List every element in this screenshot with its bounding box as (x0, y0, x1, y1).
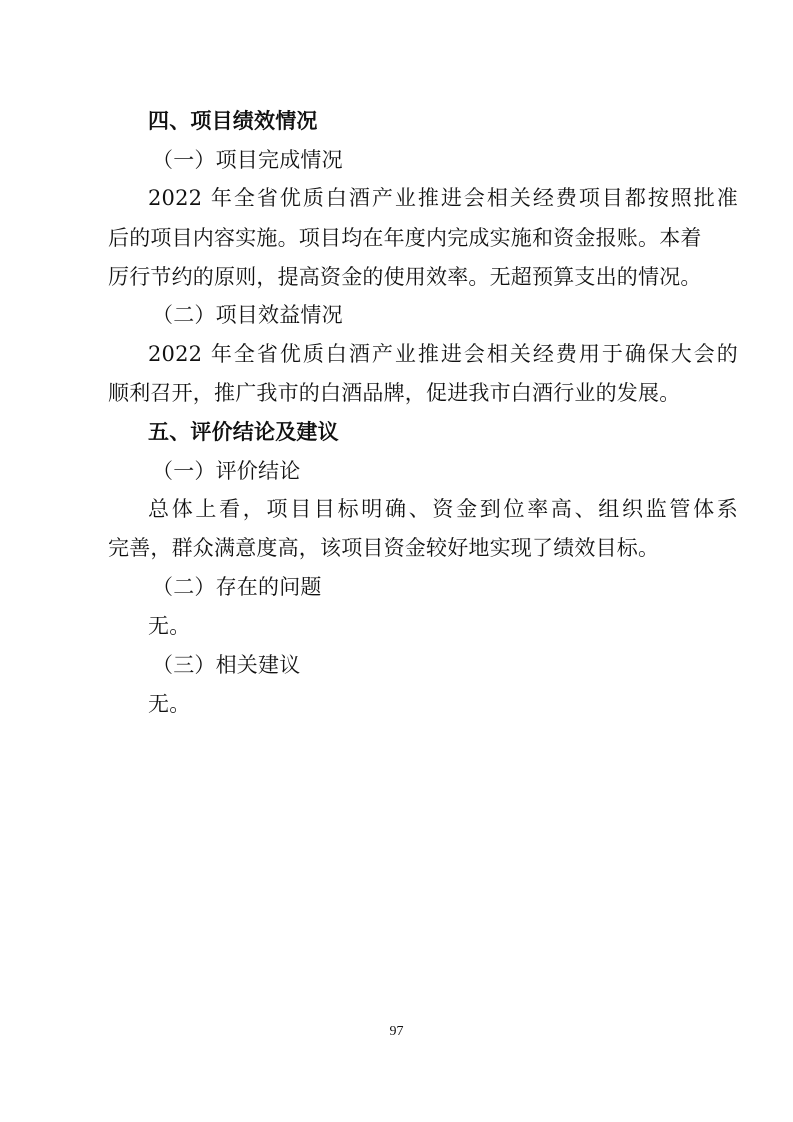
subsection-title: （一）项目完成情况 (152, 148, 343, 172)
paragraph-line: 顺利召开，推广我市的白酒品牌，促进我市白酒行业的发展。 (108, 381, 681, 405)
paragraph-line: 总体上看，项目目标明确、资金到位率高、组织监管体系 (148, 497, 738, 521)
paragraph-line: 2022 年全省优质白酒产业推进会相关经费用于确保大会的 (148, 342, 738, 366)
subsection-title: （二）项目效益情况 (152, 303, 343, 327)
subsection-title: （三）相关建议 (152, 653, 301, 677)
paragraph-line: 2022 年全省优质白酒产业推进会相关经费项目都按照批准 (148, 186, 738, 210)
paragraph-line: 完善，群众满意度高，该项目资金较好地实现了绩效目标。 (108, 536, 660, 560)
section-heading-4: 四、项目绩效情况 (148, 109, 318, 133)
paragraph-line: 无。 (148, 614, 191, 638)
section-heading-5: 五、评价结论及建议 (148, 420, 339, 444)
page-number: 97 (389, 1024, 404, 1039)
paragraph-line: 无。 (148, 692, 191, 716)
paragraph-line: 后的项目内容实施。项目均在年度内完成实施和资金报账。本着 (108, 226, 702, 250)
subsection-title: （二）存在的问题 (152, 575, 322, 599)
subsection-title: （一）评价结论 (152, 459, 301, 483)
paragraph-line: 厉行节约的原则，提高资金的使用效率。无超预算支出的情况。 (108, 265, 702, 289)
